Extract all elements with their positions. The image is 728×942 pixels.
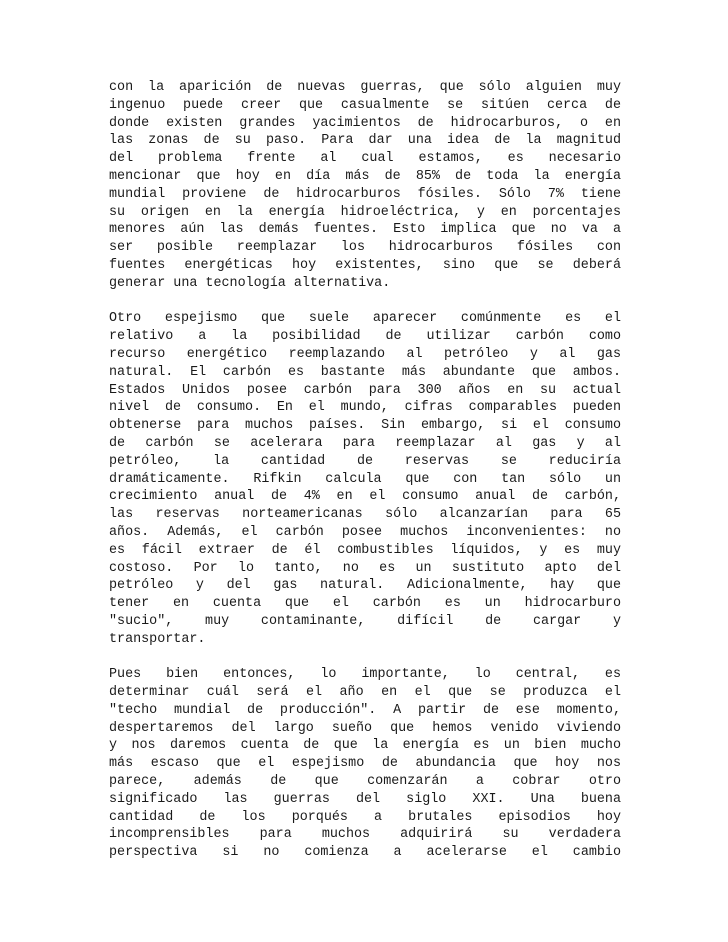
paragraph (109, 310, 621, 648)
text-line: relativo a la posibilidad de utilizar carbón como (109, 329, 621, 345)
text-line: petróleo y del gas natural. Adicionalmente, hay que (109, 578, 621, 594)
text-line: su origen en la energía hidroeléctrica, y en porcentajes (109, 204, 621, 220)
text-line: costoso. Por lo tanto, no es un sustituto apto del (109, 560, 621, 576)
text-line: natural. El carbón es bastante más abundante que ambos. (109, 364, 621, 380)
text-line: generar una tecnología alternativa. (109, 275, 391, 291)
text-line: incomprensibles para muchos adquirirá su verdadera (109, 827, 621, 843)
text-line: mundial proviene de hidrocarburos fósiles. Sólo 7% tiene (109, 186, 621, 202)
text-line: recurso energético reemplazando al petróleo y al gas (109, 346, 621, 362)
text-line: transportar. (109, 631, 206, 647)
text-line: crecimiento anual de 4% en el consumo anual de carbón, (109, 489, 621, 505)
text-line: las zonas de su paso. Para dar una idea de la magnitud (109, 133, 621, 149)
text-line: es fácil extraer de él combustibles líquidos, y es muy (109, 542, 621, 558)
text-line: de carbón se acelerara para reemplazar al gas y al (109, 435, 621, 451)
text-line: fuentes energéticas hoy existentes, sino que se deberá (109, 257, 621, 273)
text-line: Otro espejismo que suele aparecer comúnmente es el (109, 311, 621, 327)
text-line: despertaremos del largo sueño que hemos venido viviendo (109, 720, 621, 736)
text-line: nivel de consumo. En el mundo, cifras comparables pueden (109, 400, 621, 416)
text-line: Estados Unidos posee carbón para 300 años en su actual (109, 382, 621, 398)
text-line: las reservas norteamericanas sólo alcanzarían para 65 (109, 507, 621, 523)
text-line: años. Además, el carbón posee muchos inconvenientes: no (109, 524, 621, 540)
text-line: "sucio", muy contaminante, difícil de cargar y (109, 613, 621, 629)
text-line: obtenerse para muchos países. Sin embargo, si el consumo (109, 418, 621, 434)
text-line: dramáticamente. Rifkin calcula que con tan sólo un (109, 471, 621, 487)
text-line: significado las guerras del siglo XXI. Una buena (109, 791, 621, 807)
text-line: más escaso que el espejismo de abundancia que hoy nos (109, 756, 621, 772)
text-line: y nos daremos cuenta de que la energía es un bien mucho (109, 738, 621, 754)
text-line: "techo mundial de producción". A partir de ese momento, (109, 702, 621, 718)
text-line: parece, además de que comenzarán a cobrar otro (109, 774, 621, 790)
text-line: donde existen grandes yacimientos de hidrocarburos, o en (109, 115, 621, 131)
text-line: ser posible reemplazar los hidrocarburos fósiles con (109, 240, 621, 256)
paragraph (109, 666, 621, 862)
paragraph (109, 79, 621, 293)
text-line: Pues bien entonces, lo importante, lo central, es (109, 667, 621, 683)
text-line: perspectiva si no comienza a acelerarse el cambio (109, 845, 621, 861)
text-line: con la aparición de nuevas guerras, que sólo alguien muy (109, 80, 621, 95)
text-line: menores aún las demás fuentes. Esto implica que no va a (109, 222, 621, 238)
text-line: petróleo, la cantidad de reservas se reduciría (109, 453, 621, 469)
document-page (109, 79, 621, 880)
text-line: tener en cuenta que el carbón es un hidrocarburo (109, 596, 621, 612)
text-line: del problema frente al cual estamos, es necesario (109, 151, 621, 167)
text-line: cantidad de los porqués a brutales episodios hoy (109, 809, 621, 825)
text-line: mencionar que hoy en día más de 85% de toda la energía (109, 168, 621, 184)
text-line: determinar cuál será el año en el que se produzca el (109, 685, 621, 701)
text-line: ingenuo puede creer que casualmente se sitúen cerca de (109, 97, 621, 113)
